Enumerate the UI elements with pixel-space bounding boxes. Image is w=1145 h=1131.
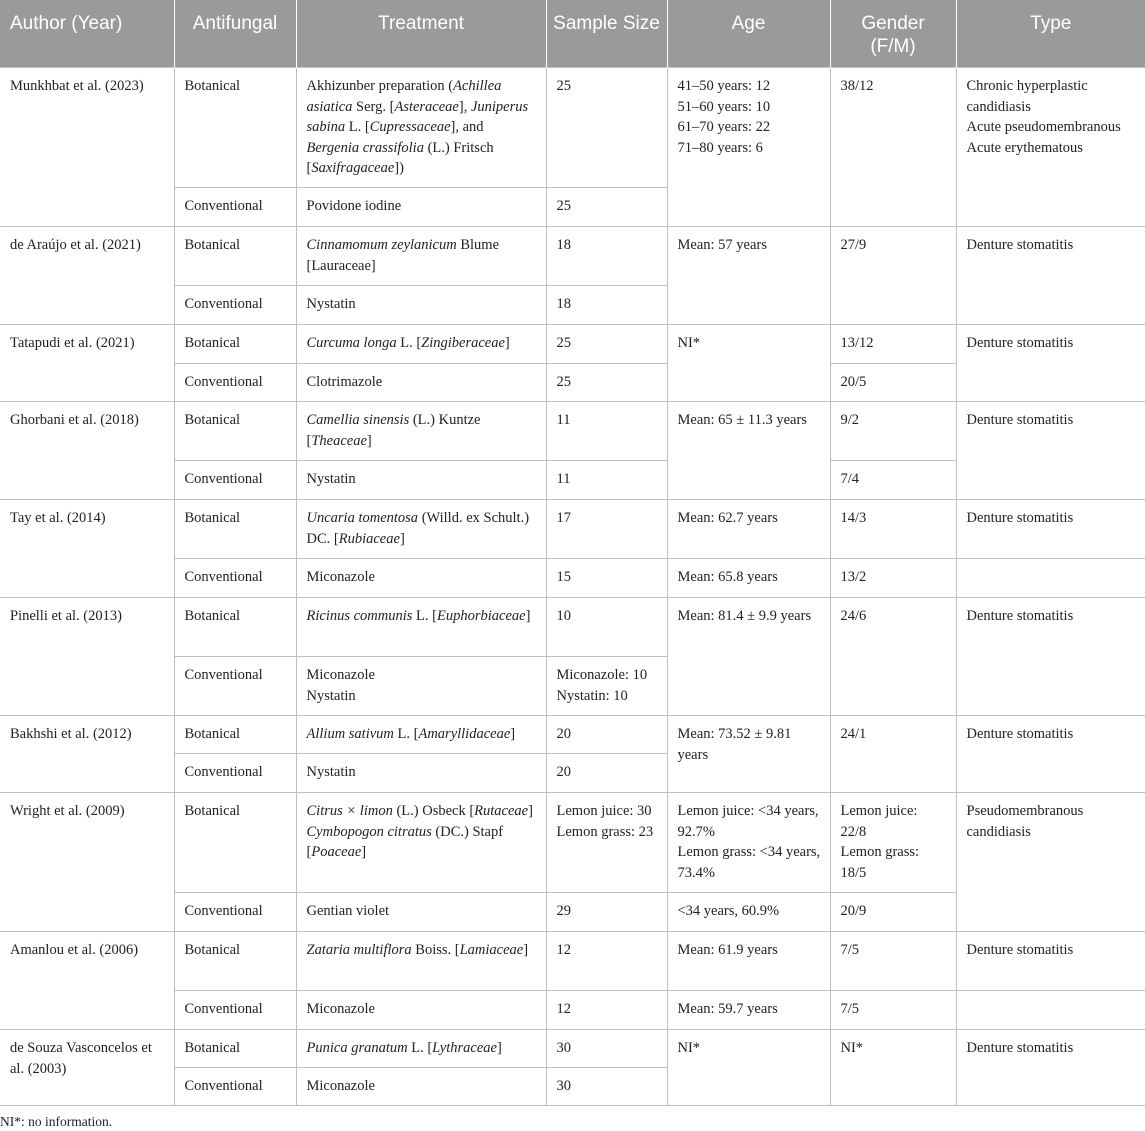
type-cell-line: Acute erythematous — [966, 139, 1083, 156]
age-cell-line: Lemon juice: <34 years, 92.7% — [677, 803, 819, 840]
treatment-species-name: Rutaceae — [474, 803, 529, 819]
sample-size-cell — [546, 754, 667, 793]
treatment-text: ] — [504, 335, 510, 351]
treatment-text: Nystatin — [306, 764, 356, 780]
sample-size-cell-line: 18 — [556, 237, 571, 253]
treatment-cell — [296, 716, 546, 754]
type-cell — [956, 793, 1145, 932]
antifungal-cell: Conventional — [174, 1068, 296, 1106]
gender-cell-line: 7/5 — [840, 1001, 860, 1017]
treatment-text: Miconazole — [306, 569, 375, 585]
sample-size-cell — [546, 461, 667, 500]
sample-size-cell — [546, 559, 667, 598]
treatment-species-name: Saxifragaceae — [311, 160, 395, 176]
header-treatment: Treatment — [296, 0, 546, 68]
table-row — [0, 1030, 1145, 1068]
treatment-text: Nystatin — [306, 296, 356, 312]
treatment-text: (Willd. ex Schult.) DC. [ — [306, 510, 530, 547]
sample-size-cell — [546, 793, 667, 893]
treatment-cell — [296, 500, 546, 559]
type-cell-line: Denture stomatitis — [966, 335, 1074, 351]
treatment-text: Serg. [ — [352, 98, 395, 115]
age-cell-line: Lemon grass: <34 years, 73.4% — [677, 844, 821, 881]
gender-cell-line: 7/5 — [840, 942, 860, 958]
treatment-text: (DC.) Stapf [ — [306, 823, 504, 860]
treatment-text: ], — [458, 98, 471, 115]
treatment-text: ]) — [394, 160, 404, 176]
sample-size-cell — [546, 1068, 667, 1106]
treatment-text: L. [ — [412, 608, 437, 624]
sample-size-cell — [546, 716, 667, 754]
sample-size-cell-line: 30 — [556, 1040, 571, 1056]
type-cell — [956, 991, 1145, 1030]
author-cell: Amanlou et al. (2006) — [0, 932, 174, 1030]
age-cell-line: NI* — [677, 1040, 701, 1056]
age-cell — [667, 991, 830, 1030]
treatment-text: ] — [399, 530, 405, 547]
sample-size-cell — [546, 68, 667, 188]
header-gender: Gender (F/M) — [830, 0, 956, 68]
treatment-species-name: Achillea asiatica — [306, 78, 502, 115]
type-cell — [956, 500, 1145, 559]
age-cell-line: Mean: 81.4 ± 9.9 years — [677, 608, 812, 624]
age-cell-line: 41–50 years: 12 — [677, 78, 771, 94]
antifungal-cell: Conventional — [174, 754, 296, 793]
treatment-text: Clotrimazole — [306, 374, 383, 390]
type-cell-line: Denture stomatitis — [966, 726, 1074, 742]
age-cell-line: Mean: 59.7 years — [677, 1001, 778, 1017]
gender-cell-line: 9/2 — [840, 412, 860, 428]
treatment-species-name: Zingiberaceae — [421, 335, 505, 351]
type-cell-line: Denture stomatitis — [966, 1040, 1074, 1056]
gender-cell — [830, 893, 956, 932]
gender-cell — [830, 461, 956, 500]
gender-cell-line: 38/12 — [840, 78, 874, 94]
treatment-species-name: Zataria multiflora — [306, 942, 412, 958]
sample-size-cell — [546, 598, 667, 657]
treatment-text: L. [ — [393, 726, 419, 742]
gender-cell — [830, 559, 956, 598]
treatment-text: ] — [528, 803, 533, 819]
type-cell — [956, 1030, 1145, 1106]
treatment-cell — [296, 227, 546, 286]
treatment-text: ] — [361, 844, 367, 860]
antifungal-cell: Conventional — [174, 893, 296, 932]
treatment-species-name: Cupressaceae — [369, 119, 451, 135]
age-cell — [667, 716, 830, 793]
gender-cell-line: 24/6 — [840, 608, 867, 624]
treatment-text: ], and — [450, 119, 484, 135]
age-cell — [667, 559, 830, 598]
treatment-text: ] — [523, 942, 529, 958]
antifungal-cell: Conventional — [174, 461, 296, 500]
sample-size-cell — [546, 325, 667, 364]
antifungal-cell: Conventional — [174, 364, 296, 402]
type-cell-line: Denture stomatitis — [966, 608, 1074, 624]
author-cell: Tay et al. (2014) — [0, 500, 174, 598]
treatment-cell — [296, 325, 546, 364]
antifungal-cell: Botanical — [174, 227, 296, 286]
gender-cell-line: 13/12 — [840, 335, 874, 351]
treatment-species-name: Cinnamomum zeylanicum — [306, 237, 457, 253]
sample-size-cell — [546, 657, 667, 716]
antifungal-cell: Botanical — [174, 598, 296, 657]
sample-size-cell-line: 10 — [556, 608, 571, 624]
antifungal-cell: Conventional — [174, 559, 296, 598]
treatment-species-name: Rubiaceae — [338, 530, 400, 547]
treatment-cell — [296, 793, 546, 893]
gender-cell-line: 14/3 — [840, 510, 867, 526]
table-body — [0, 68, 1145, 1106]
type-cell — [956, 325, 1145, 402]
type-cell-line: Pseudomembranous candidiasis — [966, 803, 1084, 840]
header-age: Age — [667, 0, 830, 68]
gender-cell-line: Lemon juice: 22/8 — [840, 803, 918, 840]
treatment-species-name: Citrus × limon — [306, 803, 393, 819]
treatment-text: Nystatin — [306, 471, 356, 487]
table-row — [0, 598, 1145, 657]
age-cell-line: 61–70 years: 22 — [677, 119, 771, 135]
sample-size-cell — [546, 932, 667, 991]
gender-cell-line: 20/5 — [840, 374, 867, 390]
sample-size-cell — [546, 991, 667, 1030]
sample-size-cell-line: 18 — [556, 296, 571, 312]
treatment-species-name: Bergenia crassifolia — [306, 139, 424, 156]
type-cell-line: Denture stomatitis — [966, 942, 1074, 958]
treatment-species-name: Lythraceae — [432, 1040, 497, 1056]
age-cell — [667, 500, 830, 559]
sample-size-cell — [546, 286, 667, 325]
gender-cell — [830, 325, 956, 364]
treatment-species-name: Euphorbiaceae — [436, 608, 526, 624]
treatment-text: (L.) Osbeck [ — [392, 803, 475, 819]
age-cell — [667, 402, 830, 500]
treatment-text: Nystatin — [306, 687, 356, 704]
treatment-cell — [296, 1068, 546, 1106]
author-cell: de Araújo et al. (2021) — [0, 227, 174, 325]
type-cell-line: Chronic hyperplastic candidiasis — [966, 78, 1088, 115]
sample-size-cell-line: 25 — [556, 335, 571, 351]
treatment-species-name: Allium sativum — [306, 726, 394, 742]
treatment-text: L. [ — [407, 1040, 433, 1056]
sample-size-cell — [546, 227, 667, 286]
sample-size-cell-line: 17 — [556, 510, 571, 526]
antifungal-cell: Botanical — [174, 716, 296, 754]
type-cell — [956, 227, 1145, 325]
table-row — [0, 793, 1145, 893]
sample-size-cell-line: Nystatin: 10 — [556, 687, 628, 704]
gender-cell-line: 13/2 — [840, 569, 867, 585]
sample-size-cell-line: 11 — [556, 412, 571, 428]
treatment-text: (L.) Kuntze [ — [306, 412, 481, 449]
treatment-cell — [296, 893, 546, 932]
type-cell — [956, 932, 1145, 991]
author-cell: Ghorbani et al. (2018) — [0, 402, 174, 500]
author-cell: Bakhshi et al. (2012) — [0, 716, 174, 793]
treatment-cell — [296, 364, 546, 402]
gender-cell — [830, 598, 956, 716]
treatment-cell — [296, 754, 546, 793]
treatment-text: Gentian violet — [306, 903, 390, 919]
antifungal-cell: Botanical — [174, 1030, 296, 1068]
age-cell-line: Mean: 61.9 years — [677, 942, 778, 958]
gender-cell-line: Lemon grass: 18/5 — [840, 844, 920, 881]
treatment-species-name: Poaceae — [311, 844, 362, 860]
table-row — [0, 325, 1145, 364]
age-cell-line: <34 years, 60.9% — [677, 903, 780, 919]
sample-size-cell-line: 15 — [556, 569, 571, 585]
header-row — [0, 0, 1145, 68]
gender-cell — [830, 500, 956, 559]
sample-size-cell — [546, 1030, 667, 1068]
antifungal-cell: Conventional — [174, 286, 296, 325]
age-cell-line: Mean: 73.52 ± 9.81 years — [677, 726, 792, 763]
type-cell-line: Denture stomatitis — [966, 237, 1074, 253]
author-cell: de Souza Vasconcelos et al. (2003) — [0, 1030, 174, 1106]
antifungal-cell: Conventional — [174, 188, 296, 227]
treatment-cell — [296, 559, 546, 598]
treatment-cell — [296, 402, 546, 461]
author-cell: Munkhbat et al. (2023) — [0, 68, 174, 227]
age-cell — [667, 598, 830, 716]
sample-size-cell-line: 11 — [556, 471, 571, 487]
gender-cell — [830, 1030, 956, 1106]
treatment-text: L. [ — [345, 119, 370, 135]
gender-cell — [830, 932, 956, 991]
sample-size-cell-line: 25 — [556, 198, 571, 214]
sample-size-cell-line: 12 — [556, 942, 571, 958]
header-author: Author (Year) — [0, 0, 174, 68]
header-type: Type — [956, 0, 1145, 68]
treatment-species-name: Uncaria tomentosa — [306, 510, 419, 526]
type-cell — [956, 559, 1145, 598]
table-row — [0, 716, 1145, 754]
age-cell-line: Mean: 65.8 years — [677, 569, 778, 585]
treatment-text: L. [ — [396, 335, 422, 351]
age-cell-line: NI* — [677, 335, 701, 351]
sample-size-cell — [546, 188, 667, 227]
footnote: NI*: no information. — [0, 1114, 113, 1129]
sample-size-cell-line: 20 — [556, 726, 571, 742]
gender-cell — [830, 793, 956, 893]
antifungal-cell: Botanical — [174, 793, 296, 893]
treatment-cell — [296, 461, 546, 500]
sample-size-cell — [546, 402, 667, 461]
table-row — [0, 932, 1145, 991]
type-cell — [956, 598, 1145, 716]
treatment-text: Miconazole — [306, 1001, 375, 1017]
gender-cell — [830, 227, 956, 325]
treatment-text: Boiss. [ — [411, 942, 460, 958]
sample-size-cell-line: 20 — [556, 764, 571, 780]
header-antifungal: Antifungal — [174, 0, 296, 68]
age-cell-line: Mean: 65 ± 11.3 years — [677, 412, 807, 428]
type-cell — [956, 402, 1145, 500]
gender-cell — [830, 991, 956, 1030]
age-cell — [667, 227, 830, 325]
type-cell — [956, 716, 1145, 793]
header-sample-size: Sample Size — [546, 0, 667, 68]
author-cell: Wright et al. (2009) — [0, 793, 174, 932]
age-cell-line: 51–60 years: 10 — [677, 98, 771, 115]
treatment-species-name: Lamiaceae — [459, 942, 524, 958]
author-cell: Pinelli et al. (2013) — [0, 598, 174, 716]
antifungal-cell: Botanical — [174, 325, 296, 364]
antifungal-cell: Botanical — [174, 932, 296, 991]
treatment-cell — [296, 188, 546, 227]
sample-size-cell-line: 25 — [556, 374, 571, 390]
treatment-cell — [296, 657, 546, 716]
gender-cell — [830, 364, 956, 402]
sample-size-cell — [546, 500, 667, 559]
treatment-species-name: Theaceae — [311, 432, 367, 449]
treatment-text: Povidone iodine — [306, 198, 402, 214]
treatment-text: Miconazole — [306, 1078, 375, 1094]
treatment-species-name: Amaryllidaceae — [418, 726, 511, 742]
type-cell-line: Denture stomatitis — [966, 510, 1074, 526]
treatment-species-name: Cymbopogon citratus — [306, 823, 432, 840]
gender-cell-line: NI* — [840, 1040, 864, 1056]
treatment-species-name: Camellia sinensis — [306, 412, 410, 428]
treatment-text: Miconazole — [306, 667, 375, 683]
treatment-cell — [296, 991, 546, 1030]
table-row — [0, 500, 1145, 559]
antifungal-cell: Botanical — [174, 68, 296, 188]
treatment-cell — [296, 598, 546, 657]
type-cell-line: Denture stomatitis — [966, 412, 1074, 428]
treatment-cell — [296, 68, 546, 188]
treatment-text: ] — [496, 1040, 502, 1056]
antifungal-cell: Botanical — [174, 500, 296, 559]
treatment-text: Blume [Lauraceae] — [306, 237, 500, 274]
gender-cell — [830, 402, 956, 461]
table-row — [0, 68, 1145, 188]
author-cell: Tatapudi et al. (2021) — [0, 325, 174, 402]
age-cell-line: Mean: 62.7 years — [677, 510, 778, 526]
treatment-text: ] — [510, 726, 516, 742]
sample-size-cell-line: 25 — [556, 78, 571, 94]
gender-cell — [830, 716, 956, 793]
treatment-species-name: Curcuma longa — [306, 335, 397, 351]
sample-size-cell-line: 30 — [556, 1078, 571, 1094]
treatment-text: ] — [525, 608, 531, 624]
treatment-species-name: Punica granatum — [306, 1040, 408, 1056]
sample-size-cell-line: 12 — [556, 1001, 571, 1017]
table-row — [0, 227, 1145, 286]
sample-size-cell-line: 29 — [556, 903, 571, 919]
sample-size-cell — [546, 364, 667, 402]
treatment-species-name: Ricinus communis — [306, 608, 413, 624]
gender-cell — [830, 68, 956, 227]
sample-size-cell — [546, 893, 667, 932]
treatment-cell — [296, 286, 546, 325]
antifungal-cell: Conventional — [174, 991, 296, 1030]
age-cell — [667, 932, 830, 991]
age-cell — [667, 1030, 830, 1106]
gender-cell-line: 24/1 — [840, 726, 867, 742]
sample-size-cell-line: Lemon juice: 30 Lemon grass: 23 — [556, 803, 654, 840]
antifungal-cell: Botanical — [174, 402, 296, 461]
type-cell-line: Acute pseudomembranous — [966, 119, 1121, 135]
age-cell-line: 71–80 years: 6 — [677, 139, 763, 156]
gender-cell-line: 20/9 — [840, 903, 867, 919]
age-cell-line: Mean: 57 years — [677, 237, 767, 253]
treatment-text: Akhizunber preparation ( — [306, 78, 454, 94]
table-row — [0, 402, 1145, 461]
age-cell — [667, 68, 830, 227]
treatment-cell — [296, 1030, 546, 1068]
treatment-cell — [296, 932, 546, 991]
treatment-text: (L.) Fritsch [ — [306, 139, 494, 176]
antifungal-cell: Conventional — [174, 657, 296, 716]
type-cell — [956, 68, 1145, 227]
treatment-text: ] — [366, 432, 372, 449]
sample-size-cell-line: Miconazole: 10 — [556, 667, 648, 683]
age-cell — [667, 793, 830, 893]
age-cell — [667, 325, 830, 402]
treatment-species-name: Juniperus sabina — [306, 98, 529, 135]
gender-cell-line: 27/9 — [840, 237, 867, 253]
gender-cell-line: 7/4 — [840, 471, 860, 487]
treatment-species-name: Asteraceae — [394, 98, 459, 115]
age-cell — [667, 893, 830, 932]
